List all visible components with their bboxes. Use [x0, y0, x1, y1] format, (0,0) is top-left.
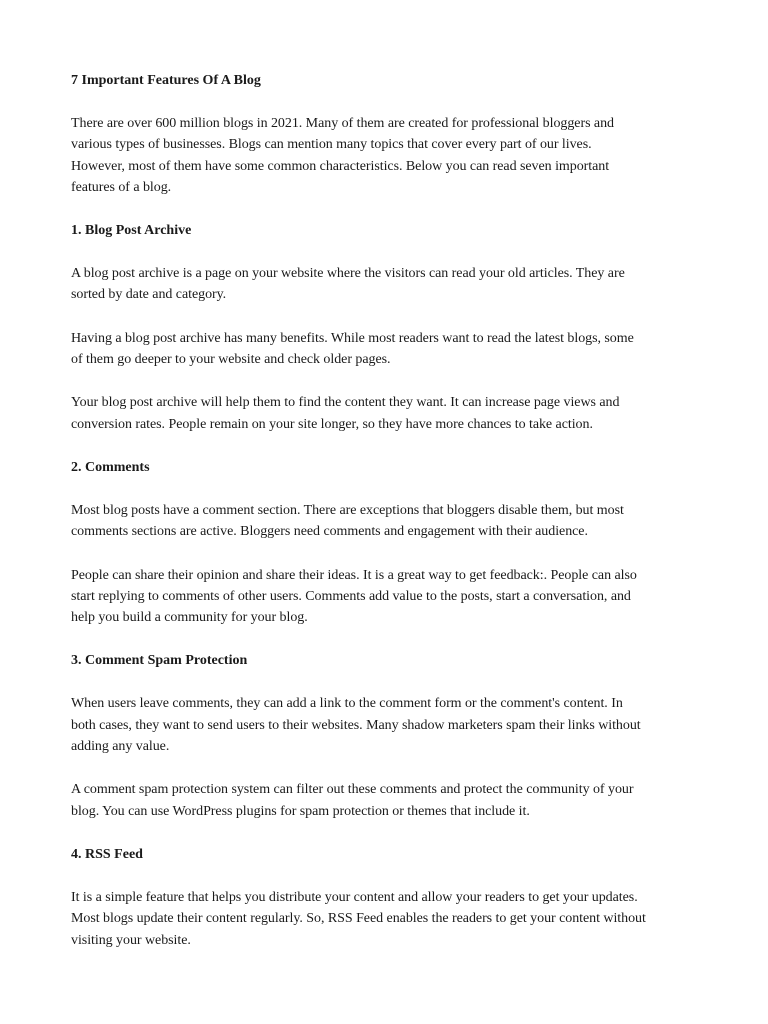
paragraph: [71, 565, 711, 629]
text-line: It is a simple feature that helps you distribute your content and allow your readers to get your updates.: [71, 889, 638, 905]
section-heading-blog-post-archive: 1. Blog Post Archive: [71, 223, 192, 239]
text-line: sorted by date and category.: [71, 287, 227, 303]
text-line: help you build a community for your blog.: [71, 610, 308, 626]
text-line: Having a blog post archive has many benefits. While most readers want to read the latest blogs, some: [71, 330, 634, 346]
paragraph: [71, 328, 711, 371]
text-line: However, most of them have some common characteristics. Below you can read seven important: [71, 158, 610, 174]
text-line: various types of businesses. Blogs can mention many topics that cover every part of our lives.: [71, 137, 592, 153]
paragraph: [71, 887, 711, 951]
paragraph: [71, 693, 711, 757]
text-line: People can share their opinion and share their ideas. It is a great way to get feedback:. People can also: [71, 567, 637, 583]
text-line: comments sections are active. Bloggers need comments and engagement with their audience.: [71, 524, 588, 540]
text-line: start replying to comments of other users. Comments add value to the posts, start a conversation, and: [71, 588, 631, 604]
section-heading-comments: 2. Comments: [71, 459, 150, 475]
paragraph: [71, 500, 711, 543]
text-line: both cases, they want to send users to their websites. Many shadow marketers spam their links without: [71, 717, 641, 733]
text-line: features of a blog.: [71, 179, 172, 195]
text-line: of them go deeper to your website and check older pages.: [71, 352, 391, 368]
text-line: blog. You can use WordPress plugins for spam protection or themes that include it.: [71, 803, 530, 819]
text-line: When users leave comments, they can add a link to the comment form or the comment's content. In: [71, 696, 623, 712]
section-heading-comment-spam-protection: 3. Comment Spam Protection: [71, 653, 248, 669]
paragraph: [71, 263, 711, 306]
text-line: adding any value.: [71, 739, 170, 755]
text-line: conversion rates. People remain on your site longer, so they have more chances to take action.: [71, 416, 593, 432]
text-line: Most blogs update their content regularly. So, RSS Feed enables the readers to get your content without: [71, 911, 646, 927]
text-line: A blog post archive is a page on your website where the visitors can read your old articles. They are: [71, 266, 625, 282]
text-line: There are over 600 million blogs in 2021. Many of them are created for professional bloggers and: [71, 116, 614, 131]
document-page: [71, 70, 711, 973]
document-title: 7 Important Features Of A Blog: [71, 73, 261, 88]
text-line: Your blog post archive will help them to find the content they want. It can increase page views and: [71, 395, 620, 411]
intro-paragraph: [71, 113, 711, 198]
section-heading-rss-feed: 4. RSS Feed: [71, 846, 143, 862]
text-line: A comment spam protection system can filter out these comments and protect the community of your: [71, 782, 634, 798]
paragraph: [71, 392, 711, 435]
text-line: visiting your website.: [71, 932, 191, 948]
paragraph: [71, 779, 711, 822]
text-line: Most blog posts have a comment section. There are exceptions that bloggers disable them, but most: [71, 502, 624, 518]
